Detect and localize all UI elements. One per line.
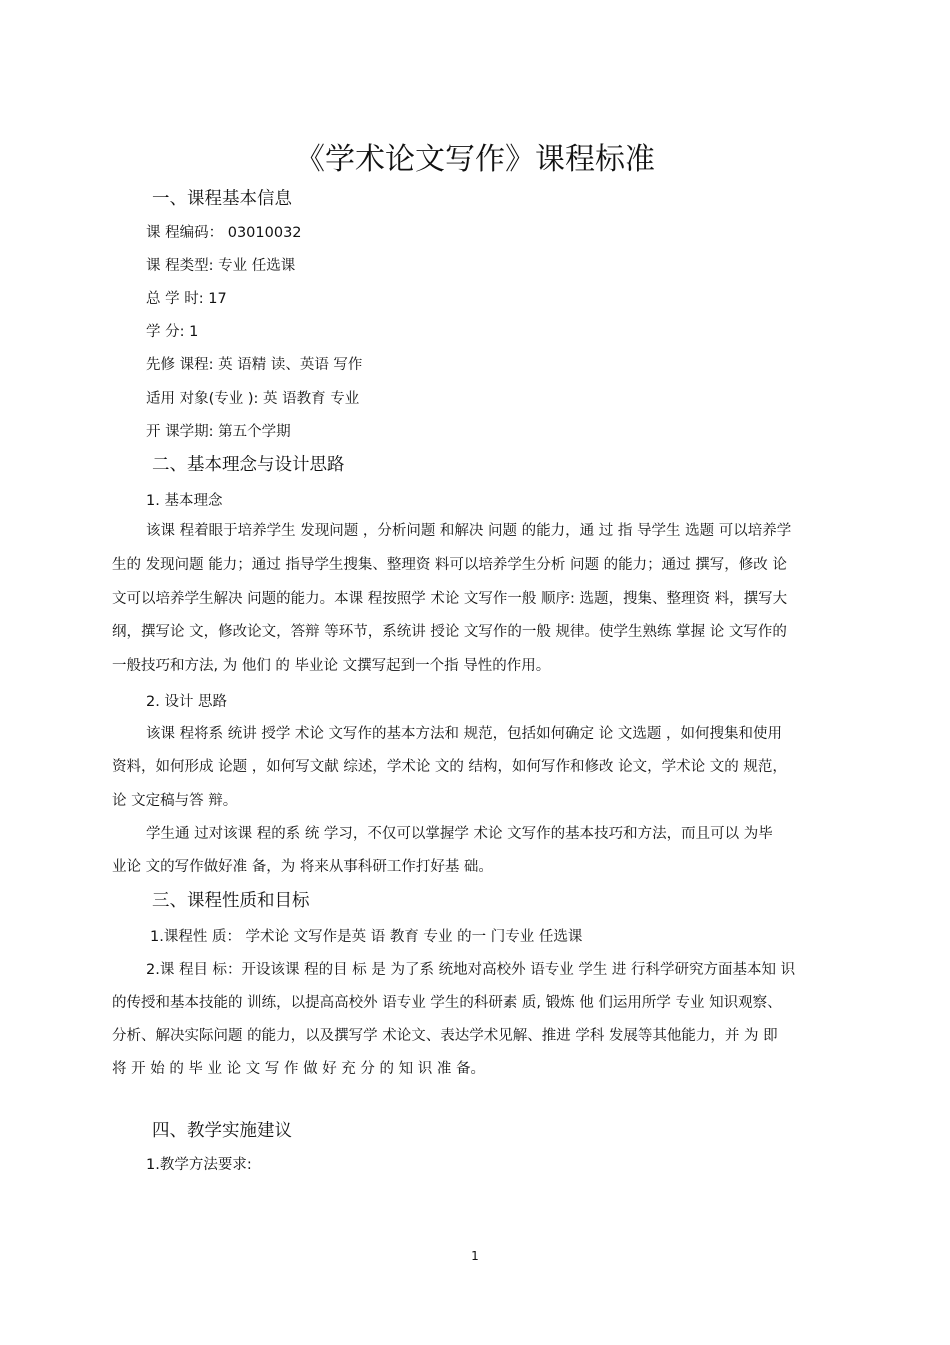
page-number: 1: [471, 1249, 479, 1263]
subheading-basic-philosophy: 1. 基本理念: [146, 493, 223, 509]
section-heading-implementation: 四、教学实施建议: [152, 1121, 292, 1141]
info-semester: 开 课学期: 第五个学期: [146, 424, 291, 440]
section-heading-nature-goals: 三、课程性质和目标: [152, 891, 310, 911]
section-heading-basic-info: 一、课程基本信息: [152, 189, 292, 209]
paragraph-line: 2.课 程目 标：开设该课 程的目 标 是 为了系 统地对高校外 语专业 学生 进 行科学研究方面基本知 识: [146, 962, 796, 978]
info-target-major: 适用 对象(专业 ): 英 语教育 专业: [146, 391, 360, 407]
info-total-hours: 总 学 时: 17: [146, 291, 227, 307]
paragraph-line: 生的 发现问题 能力；通过 指导学生搜集、整理资 料可以培养学生分析 问题 的能力；通过 撰写，修改 论: [112, 557, 787, 573]
paragraph-line: 该课 程着眼于培养学生 发现问题 ，分析问题 和解决 问题 的能力，通 过 指 导学生 选题 可以培养学: [146, 523, 792, 539]
section-heading-philosophy: 二、基本理念与设计思路: [152, 455, 345, 475]
subheading-teaching-methods: 1.教学方法要求:: [146, 1157, 252, 1173]
info-course-code: 课 程编码： 03010032: [146, 225, 302, 241]
paragraph-line: 的传授和基本技能的 训练，以提高高校外 语专业 学生的科研素 质, 锻炼 他 们运用所学 专业 知识观察、: [112, 995, 782, 1011]
paragraph-line: 资料，如何形成 论题 ，如何写文献 综述，学术论 文的 结构，如何写作和修改 论文，学术论 文的 规范，: [112, 759, 787, 775]
paragraph-line: 一般技巧和方法, 为 他们 的 毕业论 文撰写起到一个指 导性的作用。: [112, 658, 551, 674]
course-nature: 1.课程性 质： 学术论 文写作是英 语 教育 专业 的一 门专业 任选课: [150, 929, 583, 945]
paragraph-line: 论 文定稿与答 辩。: [112, 793, 238, 809]
info-course-type: 课 程类型: 专业 任选课: [146, 258, 296, 274]
paragraph-line: 文可以培养学生解决 问题的能力。本课 程按照学 术论 文写作一般 顺序: 选题，搜集、整理资 料，撰写大: [112, 591, 788, 607]
document-title: 《学术论文写作》课程标准: [295, 142, 655, 177]
paragraph-line: 纲，撰写论 文，修改论文，答辩 等环节，系统讲 授论 文写作的一般 规律。使学生熟练 掌握 论 文写作的: [112, 624, 787, 640]
subheading-design-approach: 2. 设计 思路: [146, 694, 228, 710]
paragraph-line: 业论 文的写作做好准 备，为 将来从事科研工作打好基 础。: [112, 859, 493, 875]
paragraph-line: 学生通 过对该课 程的系 统 学习，不仅可以掌握学 术论 文写作的基本技巧和方法，而且可以 为毕: [146, 826, 773, 842]
info-prerequisites: 先修 课程: 英 语精 读、英语 写作: [146, 357, 363, 373]
info-credits: 学 分: 1: [146, 324, 199, 340]
paragraph-line: 将 开 始 的 毕 业 论 文 写 作 做 好 充 分 的 知 识 准 备。: [112, 1061, 485, 1077]
paragraph-line: 分析、解决实际问题 的能力，以及撰写学 术论文、表达学术见解、推进 学科 发展等其他能力，并 为 即: [112, 1028, 778, 1044]
paragraph-line: 该课 程将系 统讲 授学 术论 文写作的基本方法和 规范，包括如何确定 论 文选题 ，如何搜集和使用: [146, 726, 782, 742]
